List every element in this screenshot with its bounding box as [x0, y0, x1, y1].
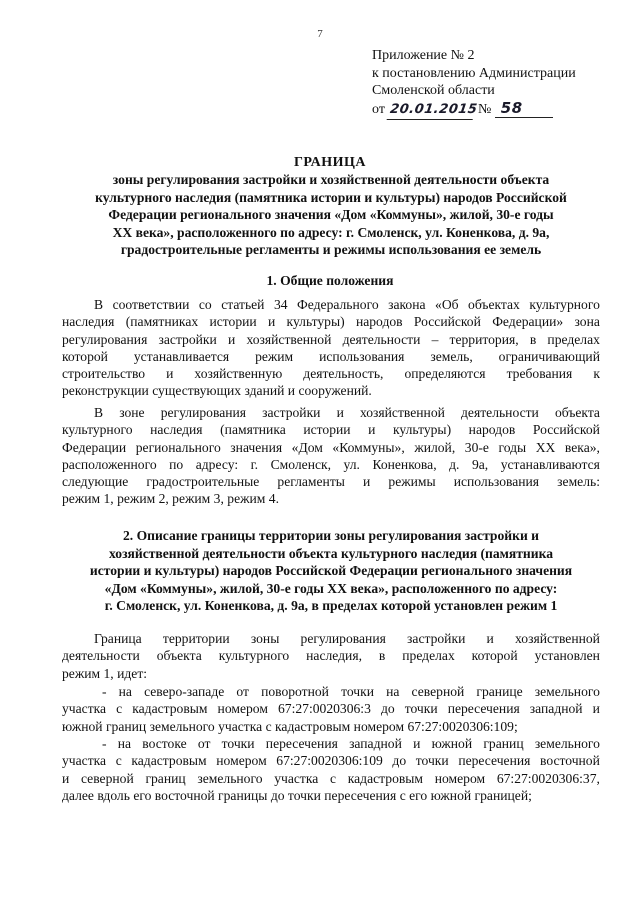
date-prefix: от — [372, 101, 385, 117]
subtitle-line: XX века», расположенного по адресу: г. Смоленск, ул. Коненкова, д. 9а, — [112, 224, 550, 240]
subtitle-line: градостроительные регламенты и режимы использования ее земель — [120, 242, 542, 258]
appendix-line-3: Смоленской области — [372, 83, 495, 98]
paragraph-line: строительство и хозяйственную деятельность, определяются требования к — [62, 366, 600, 382]
paragraph-line: далее вдоль его восточной границы до точки пересечения с его южной границей; — [62, 787, 532, 803]
document-title: ГРАНИЦА — [293, 155, 367, 170]
paragraph-line: - на востоке от точки пересечения западной и южной границ земельного — [102, 736, 600, 751]
appendix-line-2: к постановлению Администрации — [372, 65, 576, 81]
section-1-heading: 1. Общие положения — [266, 273, 394, 288]
paragraph-line: следующие градостроительные регламенты и режимы использования земель: — [62, 474, 600, 490]
section-2-heading-line: хозяйственной деятельности объекта культурного наследия (памятника — [109, 545, 553, 561]
paragraph-line: наследия (памятниках истории и культуры) народов Российской Федерации» зона — [62, 314, 600, 330]
paragraph-line: участка с кадастровым номером 67:27:0020306:109 до точки пересечения восточной — [62, 753, 600, 769]
paragraph-line: Граница территории зоны регулирования застройки и хозяйственной — [94, 631, 600, 646]
handwritten-number: 58 — [495, 100, 553, 119]
section-2-heading — [58, 527, 604, 615]
section-2-intro — [62, 630, 600, 682]
paragraph-line: реконструкции существующих зданий и сооружений. — [62, 383, 372, 399]
subtitle-line: культурного наследия (памятника истории и культуры) народов Российской — [95, 189, 567, 205]
paragraph-line: участка с кадастровым номером 67:27:0020306:3 до точки пересечения западной и — [62, 701, 600, 717]
section-2-heading-line: истории и культуры) народов Российской Федерации регионального значения — [89, 563, 573, 579]
appendix-date-line — [372, 100, 632, 120]
appendix-line-1: Приложение № 2 — [372, 48, 475, 63]
section-2-heading-line: г. Смоленск, ул. Коненкова, д. 9а, в пределах которой установлен режим 1 — [104, 598, 558, 614]
section-1-paragraph-2 — [62, 404, 600, 508]
paragraph-line: регулирования застройки и хозяйственной деятельности – территория, в пределах — [62, 331, 600, 347]
paragraph-line: В соответствии со статьей 34 Федерального закона «Об объектах культурного — [94, 297, 600, 312]
paragraph-line: южной границ земельного участка с кадастровым номером 67:27:0020306:109; — [62, 718, 518, 734]
handwritten-date: 20.01.2015 — [387, 101, 476, 120]
paragraph-line: культурного наследия (памятника истории и культуры) народов Российской — [62, 422, 600, 438]
section-2-item-1 — [62, 683, 600, 735]
paragraph-line: Федерации регионального значения «Дом «Коммуны», жилой, 30-е годы XX века», — [62, 439, 600, 455]
paragraph-line: В зоне регулирования застройки и хозяйственной деятельности объекта — [94, 405, 600, 420]
paragraph-line: - на северо-западе от поворотной точки на северной границе земельного — [102, 684, 600, 699]
paragraph-line: которой устанавливается режим использования земель, ограничивающий — [62, 348, 600, 364]
paragraph-line: и северной границ земельного участка с кадастровым номером 67:27:0020306:37, — [62, 770, 600, 786]
paragraph-line: деятельности объекта культурного наследия, в пределах которой установлен — [62, 648, 600, 664]
section-2-heading-line: «Дом «Коммуны», жилой, 30-е годы XX века», расположенного по адресу: — [104, 580, 558, 596]
appendix-block — [372, 47, 632, 119]
page-number: 7 — [317, 28, 323, 40]
document-subtitle — [58, 171, 604, 259]
section-1-paragraph-1 — [62, 296, 600, 400]
paragraph-line: режим 1, режим 2, режим 3, режим 4. — [62, 491, 279, 507]
subtitle-line: зоны регулирования застройки и хозяйственной деятельности объекта — [112, 172, 550, 187]
subtitle-line: Федерации регионального значения «Дом «Коммуны», жилой, 30-е годы — [108, 207, 554, 223]
paragraph-line: режим 1, идет: — [62, 665, 148, 681]
paragraph-line: расположенного по адресу: г. Смоленск, ул. Коненкова, д. 9а, устанавливаются — [62, 456, 600, 472]
section-2-heading-line: 2. Описание границы территории зоны регулирования застройки и — [122, 528, 540, 543]
number-sign: № — [477, 101, 492, 117]
section-2-item-2 — [62, 735, 600, 804]
